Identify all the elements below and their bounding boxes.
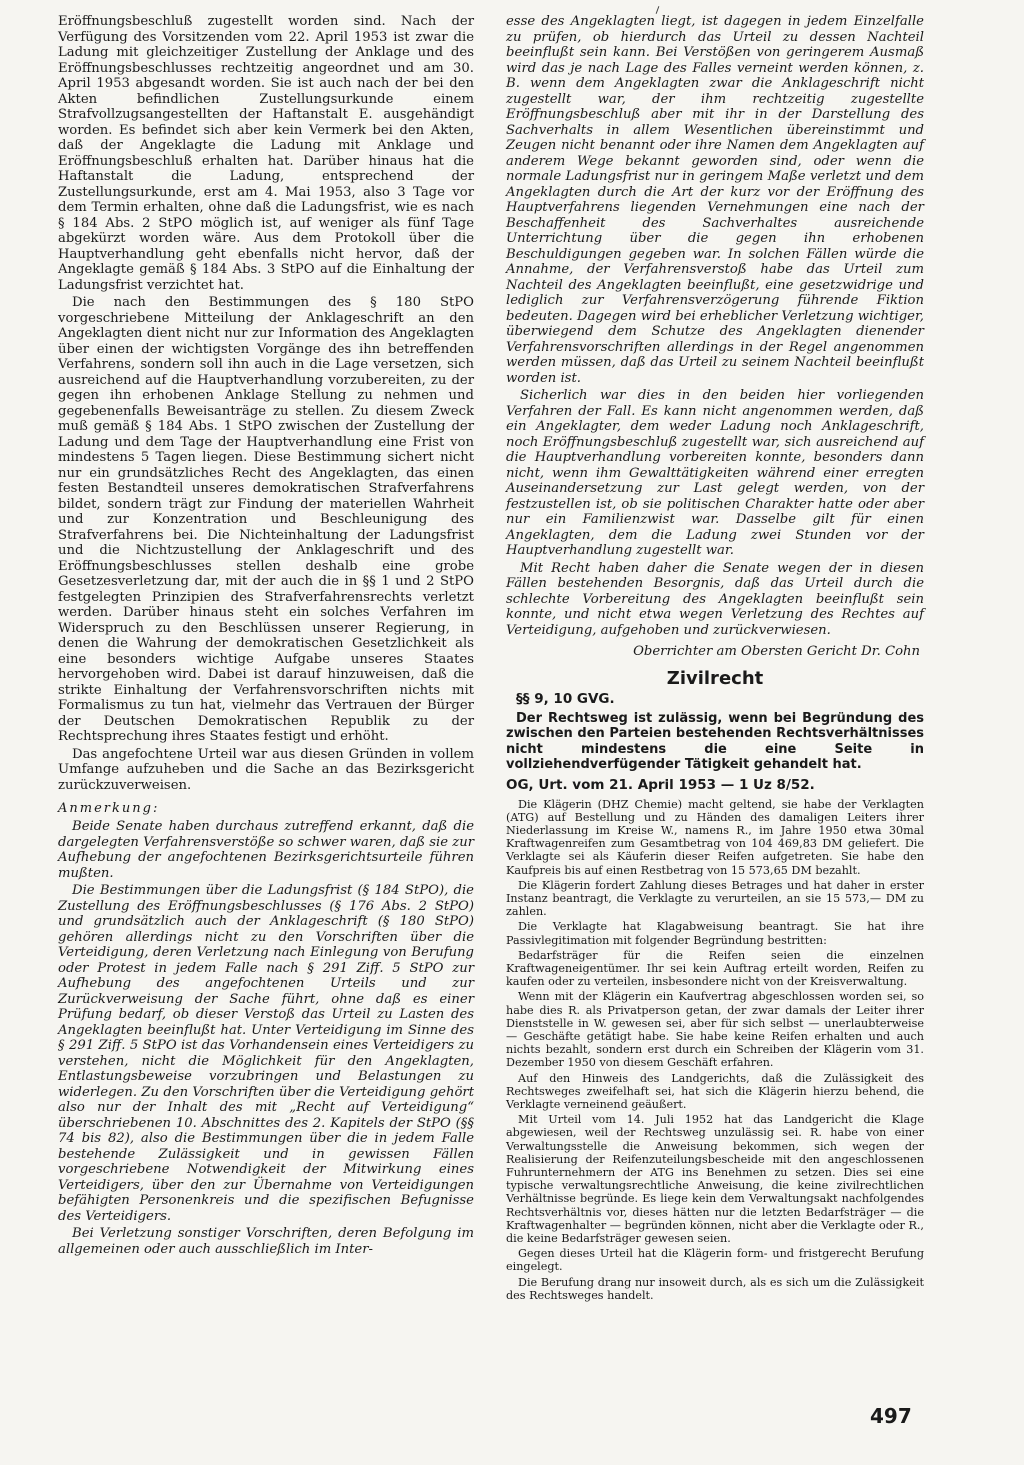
note-paragraph: Bei Verletzung sonstiger Vorschriften, deren Befolgung im allgemeinen oder auch ausschließlich im Inter- [58,1226,474,1257]
author-signature: Oberrichter am Obersten Gericht Dr. Cohn [633,644,920,659]
headnote: Der Rechtsweg ist zulässig, wenn bei Begründung des zwischen den Parteien bestehenden Rechtsverhältnisses nicht mindestens die eine Seite in vollziehendverfügender Tätigkeit gehandelt hat. [506,710,924,772]
note-paragraph: Mit Recht haben daher die Senate wegen der in diesen Fällen bestehenden Besorgnis, daß das Urteil durch die schlechte Vorbereitung des Angeklagten beeinflußt sein konnte, und nicht etwa wegen Verletzung des Rechtes auf Verteidigung, aufgehoben und zurückverwiesen. [506,560,924,638]
case-paragraph: Wenn mit der Klägerin ein Kaufvertrag abgeschlossen worden sei, so habe dies R. als Privatperson getan, der zwar damals der Leiter ihrer Dienststelle in W. gewesen sei, aber für sich selbst — unerlaubterweise — Geschäfte getätigt habe. Sie habe keine Reifen erhalten und auch nichts bezahlt, sondern erst durch ein Schreiben der Klägerin vom 31. Dezember 1950 von diesem Geschäft erfahren. [506,990,924,1070]
section-title: Zivilrecht [666,667,764,689]
print-mark [656,6,660,14]
case-paragraph: Bedarfsträger für die Reifen seien die einzelnen Kraftwageneigentümer. Ihr sei kein Auftrag erteilt worden, Reifen zu kaufen oder zu verteilen, insbesondere nicht von der Kreisverwaltung. [506,948,924,989]
case-paragraph: Die Klägerin fordert Zahlung dieses Betrages und hat daher in erster Instanz beantragt, die Verklagte zu verurteilen, an sie 15 573,— DM zu zahlen. [506,878,924,919]
body-paragraph: Eröffnungsbeschluß zugestellt worden sind. Nach der Verfügung des Vorsitzenden vom 22. April 1953 ist zwar die Ladung mit gleichzeitiger Zustellung der Anklage und des Eröffnungsbeschlusses rechtzeitig angeordnet und am 30. April 1953 abgesandt worden. Sie ist auch nach der bei den Akten befindlichen Zustellungsurkunde einem Strafvollzugsangestellten der Haftanstalt E. ausgehändigt worden. Es befindet sich aber kein Vermerk bei den Akten, daß der Angeklagte die Ladung mit Anklage und Eröffnungsbeschluß erhalten hat. Darüber hinaus hat die Haftanstalt die Ladung, entsprechend der Zustellungsurkunde, erst am 4. Mai 1953, also 3 Tage vor dem Termin erhalten, ohne daß die Ladungsfrist, wie es nach § 184 Abs. 2 StPO möglich ist, auf weniger als fünf Tage abgekürzt worden wäre. Aus dem Protokoll über die Hauptverhandlung geht ebenfalls nicht hervor, daß der Angeklagte gemäß § 184 Abs. 3 StPO auf die Einhaltung der Ladungsfrist verzichtet hat. [58,14,474,293]
case-paragraph: Auf den Hinweis des Landgerichts, daß die Zulässigkeit des Rechtsweges zweifelhaft sei, hat sich die Klägerin hierzu behend, die Verklagte verneinend geäußert. [506,1071,924,1111]
note-paragraph: Die Bestimmungen über die Ladungsfrist (§ 184 StPO), die Zustellung des Eröffnungsbeschlusses (§ 176 Abs. 2 StPO) und grundsätzlich auch der Anklageschrift (§ 180 StPO) gehören allerdings nicht zu den Vorschriften über die Verteidigung, deren Verletzung nach Einlegung von Berufung oder Protest in jedem Falle nach § 291 Ziff. 5 StPO zur Aufhebung des angefochtenen Urteils und zur Zurückverweisung der Sache führt, ohne daß es einer Prüfung bedarf, ob dieser Verstoß das Urteil zu Lasten des Angeklagten beeinflußt hat. Unter Verteidigung im Sinne des § 291 Ziff. 5 StPO ist das Vorhandensein eines Verteidigers zu verstehen, nicht die Möglichkeit für den Angeklagten, Entlastungsbeweise vorzubringen und Belastungen zu widerlegen. Zu den Vorschriften über die Verteidigung gehört also nur der Inhalt des mit „Recht auf Verteidigung“ überschriebenen 10. Abschnittes des 2. Kapitels der StPO (§§ 74 bis 82), also die Bestimmungen über die in jedem Falle bestehende Zulässigkeit und in gewissen Fällen vorgeschriebene Notwendigkeit der Mitwirkung eines Verteidigers, über den zur Übernahme von Verteidigungen befähigten Personenkreis und die spezifischen Befugnisse des Verteidigers. [58,883,474,1224]
body-paragraph: Das angefochtene Urteil war aus diesen Gründen in vollem Umfange aufzuheben und die Sache an das Bezirksgericht zurückzuverweisen. [58,746,474,793]
law-reference: §§ 9, 10 GVG. [516,690,615,707]
body-paragraph: Die nach den Bestimmungen des § 180 StPO vorgeschriebene Mitteilung der Anklageschrift an den Angeklagten dient nicht nur zur Information des Angeklagten über einen der wichtigsten Vorgänge des ihn betreffenden Verfahrens, sondern soll ihn auch in die Lage versetzen, sich ausreichend auf die Hauptverhandlung vorzubereiten, zu der gegen ihn erhobenen Anklage Stellung zu nehmen und gegebenenfalls Beweisanträge zu stellen. Zu diesem Zweck muß gemäß § 184 Abs. 1 StPO zwischen der Zustellung der Ladung und dem Tage der Hauptverhandlung eine Frist von mindestens 5 Tagen liegen. Diese Bestimmung sichert nicht nur ein grundsätzliches Recht des Angeklagten, das einen festen Bestandteil unseres demokratischen Strafverfahrens bildet, sondern trägt zur Findung der materiellen Wahrheit und zur Konzentration und Beschleunigung des Strafverfahrens bei. Die Nichteinhaltung der Ladungsfrist und die Nichtzustellung der Anklageschrift und des Eröffnungsbeschlusses stellen deshalb eine grobe Gesetzesverletzung dar, mit der auch die in §§ 1 und 2 StPO festgelegten Prinzipien des Strafverfahrensrechts verletzt werden. Darüber hinaus steht ein solches Verfahren im Widerspruch zu den Beschlüssen unserer Regierung, in denen die Wahrung der demokratischen Gesetzlichkeit als eine besonders wichtige Aufgabe unseres Staates hervorgehoben wird. Dabei ist darauf hinzuweisen, daß die strikte Einhaltung der Verfahrensvorschriften nichts mit Formalismus zu tun hat, vielmehr das Vertrauen der Bürger der Deutschen Demokratischen Republik zu der Rechtsprechung ihres Staates festigt und erhöht. [58,295,474,744]
right-column [506,14,924,1304]
case-citation: OG, Urt. vom 21. April 1953 — 1 Uz 8/52. [506,776,815,793]
note-paragraph: Beide Senate haben durchaus zutreffend erkannt, daß die dargelegten Verfahrensverstöße so schwer waren, daß sie zur Aufhebung der angefochtenen Bezirksgerichtsurteile führen mußten. [58,819,474,881]
note-paragraph: Sicherlich war dies in den beiden hier vorliegenden Verfahren der Fall. Es kann nicht angenommen werden, daß ein Angeklagter, dem weder Ladung noch Anklageschrift, noch Eröffnungsbeschluß zugestellt war, sich ausreichend auf die Hauptverhandlung vorbereiten konnte, besonders dann nicht, wenn ihm Gewalttätigkeiten während einer erregten Auseinandersetzung zur Last gelegt werden, von der festzustellen ist, ob sie politischen Charakter hatte oder aber nur ein Familienzwist war. Dasselbe gilt für einen Angeklagten, dem die Ladung zwei Stunden vor der Hauptverhandlung zugestellt war. [506,388,924,558]
case-paragraph: Mit Urteil vom 14. Juli 1952 hat das Landgericht die Klage abgewiesen, weil der Rechtsweg unzulässig sei. R. habe von einer Verwaltungsstelle die Anweisung bekommen, sich wegen der Realisierung der Reifenzuteilungsbescheide mit den angeschlossenen Fuhrunternehmern der ATG ins Benehmen zu setzen. Dies sei eine typische verwaltungsrechtliche Anweisung, die keine zivilrechtlichen Verhältnisse begründe. Es liege kein dem Verwaltungsakt nachfolgendes Rechtsverhältnis vor, dieses hätten nur die letzten Bedarfsträger — die Kraftwagenhalter — begründen können, nicht aber die Verklagte oder R., die keine Bedarfsträger gewesen seien. [506,1113,924,1245]
left-column [58,14,474,1259]
case-paragraph: Die Berufung drang nur insoweit durch, als es sich um die Zulässigkeit des Rechtsweges handelt. [506,1275,924,1302]
note-paragraph: esse des Angeklagten liegt, ist dagegen in jedem Einzelfalle zu prüfen, ob hierdurch das Urteil zu dessen Nachteil beeinflußt sein kann. Bei Verstößen von geringerem Ausmaß wird das je nach Lage des Falles verneint werden können, z. B. wenn dem Angeklagten zwar die Anklageschrift nicht zugestellt war, der ihm rechtzeitig zugestellte Eröffnungsbeschluß aber mit ihr in der Darstellung des Sachverhalts in allem Wesentlichen übereinstimmt und Zeugen nicht benannt oder ihre Namen dem Angeklagten auf anderem Wege bekannt geworden sind, oder wenn die normale Ladungsfrist nur in geringem Maße verletzt und dem Angeklagten durch die Art der kurz vor der Eröffnung des Hauptverfahrens liegenden Vernehmungen eine nach der Beschaffenheit des Sachverhaltes ausreichende Unterrichtung über die gegen ihn erhobenen Beschuldigungen gegeben war. In solchen Fällen würde die Annahme, der Verfahrensverstoß habe das Urteil zum Nachteil des Angeklagten beeinflußt, eine gesetzwidrige und lediglich zur Verfahrensverzögerung führende Fiktion bedeuten. Dagegen wird bei erheblicher Verletzung wichtiger, überwiegend dem Schutze des Angeklagten dienender Verfahrensvorschriften allerdings in der Regel angenommen werden müssen, daß das Urteil zu seinem Nachteil beeinflußt worden ist. [506,14,924,386]
case-paragraph: Gegen dieses Urteil hat die Klägerin form- und fristgerecht Berufung eingelegt. [506,1247,924,1274]
case-paragraph: Die Verklagte hat Klagabweisung beantragt. Sie hat ihre Passivlegitimation mit folgender Begründung bestritten: [506,920,924,947]
case-paragraph: Die Klägerin (DHZ Chemie) macht geltend, sie habe der Verklagten (ATG) auf Bestellung und zu Händen des damaligen Leiters ihrer Niederlassung im Kreise W., namens R., im Jahre 1950 etwa 30mal Kraftwagenreifen zum Gesamtbetrag von 104 469,83 DM geliefert. Die Verklagte sei als Käuferin dieser Reifen aufgetreten. Sie habe den Kaufpreis bis auf einen Restbetrag von 15 573,65 DM bezahlt. [506,797,924,877]
page-number: 497 [870,1404,912,1428]
note-heading: Anmerkung: [58,801,160,816]
